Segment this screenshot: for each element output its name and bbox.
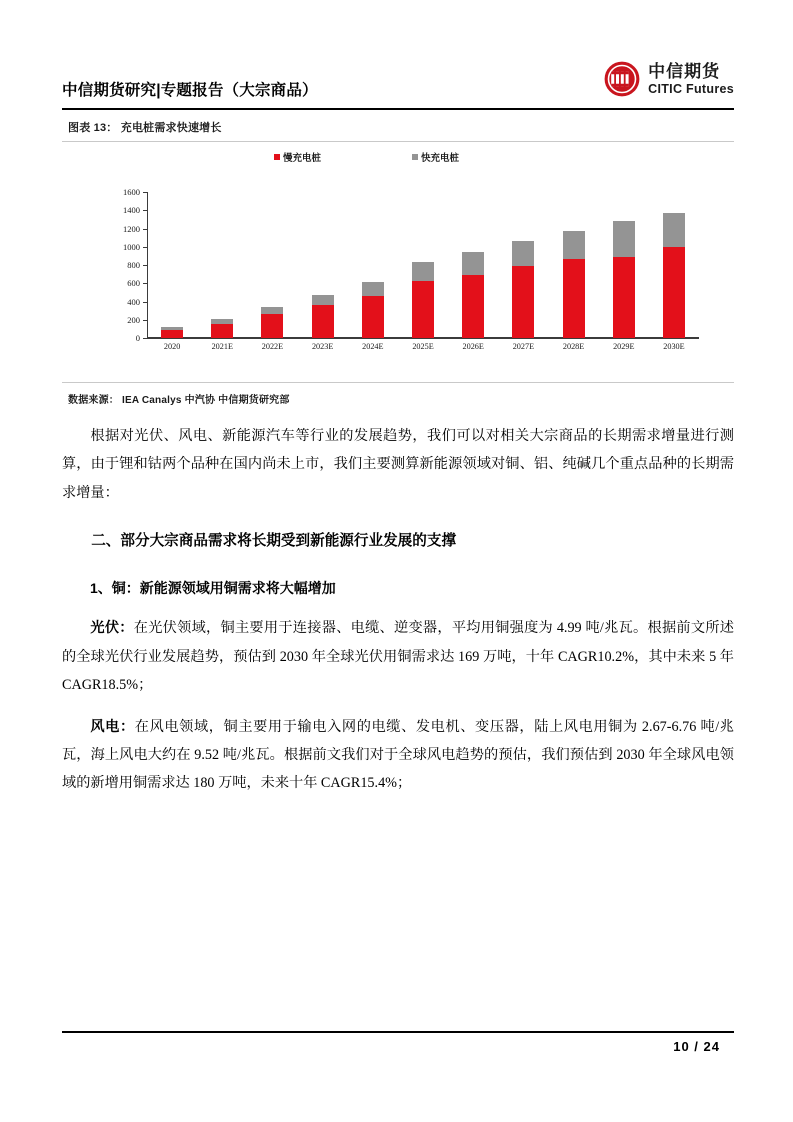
chart-bar-stack bbox=[211, 319, 233, 338]
chart-legend bbox=[62, 150, 734, 166]
y-axis-tick-label: 800 bbox=[127, 260, 140, 270]
bar-segment-fast-charger bbox=[512, 241, 534, 266]
report-header-title: 中信期货研究|专题报告（大宗商品） bbox=[62, 82, 318, 99]
chart-bar-stack bbox=[462, 252, 484, 338]
y-axis-tick-label: 600 bbox=[127, 278, 140, 289]
legend-label-fast: 快充电桩 bbox=[421, 153, 460, 164]
paragraph-wind-power-text: 在风电领域，铜主要用于输电入网的电缆、发电机、变压器，陆上风电用铜为 2.67-6.76 吨/兆瓦，海上风电大约在 9.52 吨/兆瓦。根据前文我们对于全球风电趋势的预估，我们预估到 2030 年全球风电领域的新增用铜需求达 180 万吨，未来十年 CAGR15.4%； bbox=[62, 718, 734, 792]
bar-segment-slow-charger bbox=[512, 266, 534, 338]
chart-bar-stack bbox=[362, 282, 384, 338]
paragraph-photovoltaic-lead: 光伏： bbox=[90, 620, 134, 637]
y-axis-tick-label: 1600 bbox=[123, 187, 140, 197]
y-axis-tick-label: 1000 bbox=[123, 241, 140, 252]
x-axis-tick-label: 2025E bbox=[412, 342, 434, 351]
x-axis-tick-label: 2029E bbox=[613, 342, 635, 351]
citic-futures-logo bbox=[603, 58, 734, 100]
x-axis-tick-label: 2030E bbox=[663, 342, 685, 351]
chart-bar-stack bbox=[663, 213, 685, 338]
bar-segment-slow-charger bbox=[462, 275, 484, 338]
chart-bar-group bbox=[298, 192, 348, 338]
x-axis-tick-label: 2027E bbox=[512, 342, 535, 351]
header-divider bbox=[62, 108, 734, 110]
bar-segment-fast-charger bbox=[613, 221, 635, 257]
bar-segment-fast-charger bbox=[462, 252, 484, 275]
bar-segment-slow-charger bbox=[613, 257, 635, 338]
legend-item-fast-charger bbox=[412, 150, 459, 164]
x-axis-tick-label: 2021E bbox=[211, 342, 233, 351]
logo-name-en: CITIC Futures bbox=[648, 81, 734, 96]
chart-plot-area bbox=[123, 187, 699, 343]
chart-bar-stack bbox=[312, 295, 334, 338]
chart-bar-stack bbox=[412, 262, 434, 338]
legend-label-slow: 慢充电桩 bbox=[283, 153, 322, 164]
chart-bars bbox=[147, 192, 699, 338]
y-axis-tick-label: 1400 bbox=[123, 205, 140, 216]
logo-wordmark bbox=[648, 63, 734, 96]
chart-bar-group bbox=[398, 192, 448, 338]
figure-block bbox=[62, 116, 734, 406]
chart-bar-group bbox=[649, 192, 699, 338]
y-axis-tick-label: 0 bbox=[135, 333, 140, 343]
logo-name-cn: 中信期货 bbox=[648, 61, 721, 81]
bar-segment-fast-charger bbox=[663, 213, 685, 247]
bar-segment-slow-charger bbox=[211, 324, 233, 338]
chart-bar-group bbox=[147, 192, 197, 338]
chart-charging-pile-demand bbox=[62, 142, 734, 380]
page-content bbox=[62, 422, 734, 811]
x-axis-tick-label: 2024E bbox=[362, 342, 384, 351]
chart-bar-group bbox=[498, 192, 548, 338]
figure-caption: 图表 13： 充电桩需求快速增长 bbox=[68, 122, 222, 134]
chart-bar-stack bbox=[613, 221, 635, 338]
chart-bar-group bbox=[348, 192, 398, 338]
bar-segment-slow-charger bbox=[261, 314, 283, 338]
chart-bar-group bbox=[197, 192, 247, 338]
chart-bar-stack bbox=[261, 307, 283, 338]
paragraph-wind-power bbox=[62, 713, 734, 798]
page-number: 10 / 24 bbox=[673, 1039, 720, 1054]
bar-segment-fast-charger bbox=[362, 282, 384, 296]
legend-item-slow-charger bbox=[274, 150, 321, 164]
chart-bar-stack bbox=[563, 231, 585, 338]
bar-segment-fast-charger bbox=[412, 262, 434, 281]
paragraph-photovoltaic-text: 在光伏领域，铜主要用于连接器、电缆、逆变器，平均用铜强度为 4.99 吨/兆瓦。根据前文所述的全球光伏行业发展趋势，预估到 2030 年全球光伏用铜需求达 169 万吨，十年 CAGR10.2%，其中未来 5 年 CAGR18.5%； bbox=[62, 620, 734, 694]
bar-segment-slow-charger bbox=[563, 259, 585, 338]
bar-segment-slow-charger bbox=[663, 247, 685, 338]
section-heading: 二、部分大宗商品需求将长期受到新能源行业发展的支撑 bbox=[91, 533, 457, 550]
bar-segment-slow-charger bbox=[312, 305, 334, 338]
bar-segment-slow-charger bbox=[362, 296, 384, 338]
paragraph-intro: 根据对光伏、风电、新能源汽车等行业的发展趋势，我们可以对相关大宗商品的长期需求增量进行测算，由于锂和钴两个品种在国内尚未上市，我们主要测算新能源领域对铜、铝、纯碱几个重点品种的长期需求增量： bbox=[62, 428, 734, 501]
page-footer bbox=[62, 1031, 734, 1054]
legend-swatch-slow-icon bbox=[274, 154, 280, 160]
bar-segment-fast-charger bbox=[563, 231, 585, 259]
subsection-heading: 1、铜：新能源领域用铜需求将大幅增加 bbox=[90, 580, 336, 597]
x-axis-labels bbox=[147, 342, 699, 351]
chart-bar-stack bbox=[161, 327, 183, 338]
chart-bar-group bbox=[599, 192, 649, 338]
figure-source: 数据来源： IEA Canalys 中汽协 中信期货研究部 bbox=[68, 395, 290, 406]
x-axis-tick-label: 2020 bbox=[163, 342, 181, 351]
y-axis-tick-label: 400 bbox=[127, 296, 140, 307]
x-axis-tick-label: 2026E bbox=[462, 342, 484, 351]
x-axis-tick-label: 2028E bbox=[562, 342, 585, 351]
y-axis-tick-label: 200 bbox=[127, 314, 140, 325]
chart-bar-stack bbox=[512, 241, 534, 338]
bar-segment-slow-charger bbox=[412, 281, 434, 338]
citic-logo-icon bbox=[603, 60, 641, 98]
y-axis-tick-label: 1200 bbox=[123, 223, 140, 234]
page-header bbox=[62, 58, 734, 110]
paragraph-wind-power-lead: 风电： bbox=[90, 718, 135, 735]
chart-bar-group bbox=[549, 192, 599, 338]
chart-bar-group bbox=[247, 192, 297, 338]
x-axis-tick-label: 2023E bbox=[311, 342, 334, 351]
bar-segment-fast-charger bbox=[312, 295, 334, 305]
legend-swatch-fast-icon bbox=[412, 154, 418, 160]
y-axis-tick-mark bbox=[143, 338, 147, 339]
chart-bar-group bbox=[448, 192, 498, 338]
x-axis-tick-label: 2022E bbox=[261, 342, 284, 351]
paragraph-photovoltaic bbox=[62, 614, 734, 699]
bar-segment-fast-charger bbox=[261, 307, 283, 314]
bar-segment-slow-charger bbox=[161, 330, 183, 338]
